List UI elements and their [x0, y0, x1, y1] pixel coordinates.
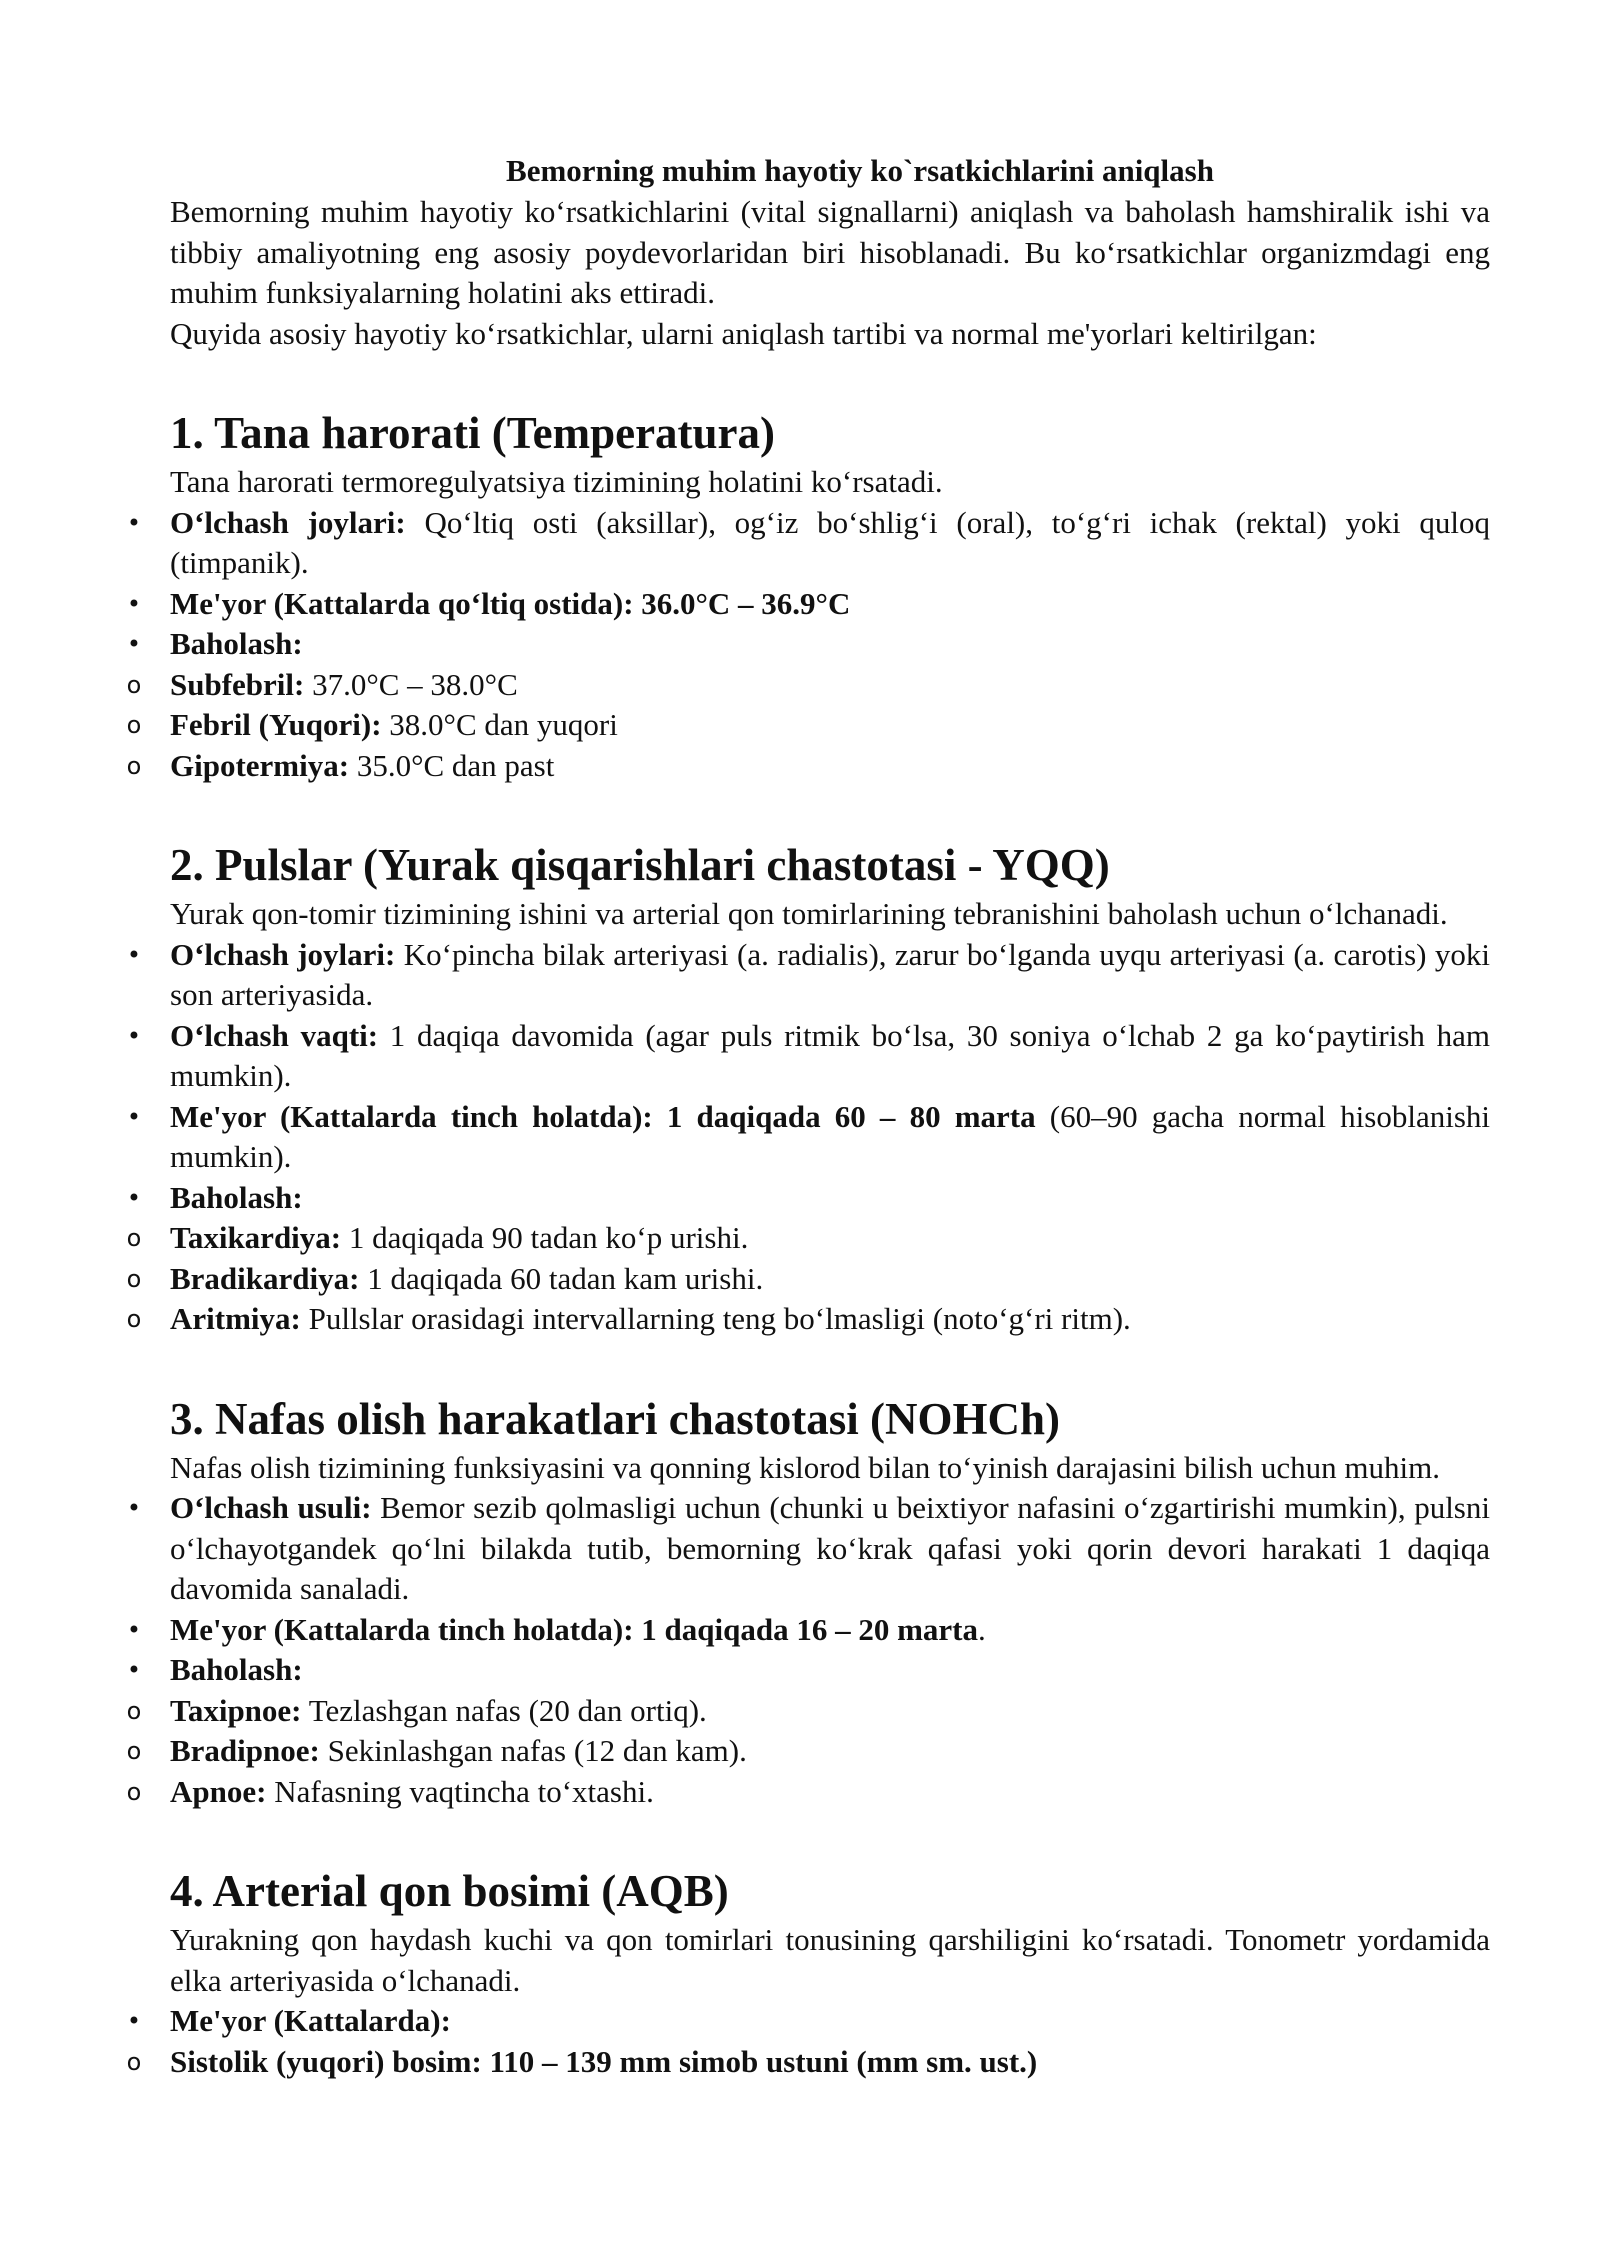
item-label: Taxikardiya:	[170, 1220, 342, 1255]
bullet-icon: •	[126, 1021, 142, 1050]
item-label: Gipotermiya:	[170, 747, 350, 783]
item-text: Bemor sezib qolmasligi uchun (chunki u beixtiyor nafasini o‘zgartirishi mumkin), pulsni o‘lchayotgandek qo‘lni bilakda tutib, bemorning ko‘krak qafasi yoki qorin devori harakati 1 daqiqa davomida sanaladi.	[170, 1490, 1490, 1606]
section-list	[126, 2001, 1490, 2082]
circle-bullet-icon: o	[126, 1305, 142, 1333]
intro-paragraph: Bemorning muhim hayotiy ko‘rsatkichlarini (vital signallarni) aniqlash va baholash hamshiralik ishi va tibbiy amaliyotning eng asosiy poydevorlaridan biri hisoblanadi. Bu ko‘rsatkichlar organizmdagi eng muhim funksiyalarning holatini aks ettiradi.	[170, 194, 1490, 310]
sub-list-item	[126, 1259, 1490, 1300]
item-text: Qo‘ltiq osti (aksillar), og‘iz bo‘shlig‘i (oral), to‘g‘ri ichak (rektal) yoki quloq (timpanik).	[170, 504, 1490, 580]
bullet-icon: •	[126, 1656, 142, 1684]
section-heading: 1. Tana harorati (Temperatura)	[170, 408, 776, 458]
item-text: Nafasning vaqtincha to‘xtashi.	[266, 1773, 654, 1809]
item-text: 35.0°C dan past	[349, 747, 555, 783]
bullet-icon: •	[126, 1615, 142, 1644]
item-label: Aritmiya:	[170, 1301, 301, 1336]
list-item	[126, 1097, 1491, 1178]
circle-bullet-icon: o	[126, 711, 142, 739]
circle-bullet-icon: o	[126, 751, 142, 780]
bullet-icon: •	[126, 1183, 142, 1212]
section-list	[126, 1488, 1490, 1812]
item-label: Me'yor (Kattalarda):	[170, 2003, 451, 2038]
item-label: Subfebril:	[170, 666, 305, 702]
item-label: Sistolik (yuqori) bosim: 110 – 139 mm simob ustuni (mm sm. ust.)	[170, 2043, 1038, 2079]
circle-bullet-icon: o	[126, 1224, 142, 1252]
item-label: Baholash:	[170, 1652, 303, 1687]
item-label: Bradikardiya:	[170, 1260, 360, 1296]
item-label: Me'yor (Kattalarda tinch holatda): 1 daqiqada 60 – 80 marta	[170, 1098, 1036, 1134]
circle-bullet-icon: o	[126, 1264, 142, 1293]
list-item	[126, 1178, 1490, 1219]
sub-list-item	[126, 1218, 1490, 1259]
bullet-icon: •	[126, 630, 142, 658]
sub-list-item	[126, 1691, 1490, 1732]
item-text: Tezlashgan nafas (20 dan ortiq).	[301, 1692, 707, 1728]
section-description: Yurakning qon haydash kuchi va qon tomirlari tonusining qarshiligini ko‘rsatadi. Tonometr yordamida elka arteriyasida o‘lchanadi.	[170, 1922, 1490, 1998]
list-item	[126, 1488, 1490, 1610]
item-label: Febril (Yuqori):	[170, 707, 382, 742]
sub-list-item	[126, 665, 1490, 706]
circle-bullet-icon: o	[126, 670, 142, 699]
section-description: Nafas olish tizimining funksiyasini va qonning kislorod bilan to‘yinish darajasini bilish uchun muhim.	[170, 1449, 1441, 1485]
bullet-icon: •	[126, 508, 142, 537]
sub-list-item	[126, 1772, 1490, 1813]
item-text: 38.0°C dan yuqori	[381, 707, 618, 742]
item-text: 1 daqiqada 60 tadan kam urishi.	[359, 1260, 764, 1296]
item-label: O‘lchash joylari:	[170, 936, 396, 972]
item-text: 1 daqiqada 90 tadan ko‘p urishi.	[341, 1220, 749, 1255]
bullet-icon: •	[126, 1102, 142, 1131]
item-text: (60–90 gacha normal hisoblanishi mumkin).	[170, 1098, 1491, 1174]
section-list	[126, 503, 1490, 787]
section-heading: 3. Nafas olish harakatlari chastotasi (NOHCh)	[170, 1393, 1061, 1444]
item-label: Baholash:	[170, 1179, 303, 1215]
section-list	[126, 935, 1491, 1340]
list-item	[126, 624, 1490, 665]
section-description: Tana harorati termoregulyatsiya tizimining holatini ko‘rsatadi.	[170, 464, 943, 499]
item-label: Baholash:	[170, 626, 303, 661]
bullet-icon: •	[126, 1494, 142, 1522]
intro-paragraph: Quyida asosiy hayotiy ko‘rsatkichlar, ularni aniqlash tartibi va normal me'yorlari keltirilgan:	[170, 315, 1317, 351]
list-item	[126, 503, 1490, 584]
sub-list-item	[126, 2042, 1490, 2083]
item-label: Me'yor (Kattalarda qo‘ltiq ostida): 36.0°C – 36.9°C	[170, 585, 851, 621]
circle-bullet-icon: o	[126, 1777, 142, 1806]
bullet-icon: •	[126, 2007, 142, 2035]
circle-bullet-icon: o	[126, 1737, 142, 1765]
item-text: Ko‘pincha bilak arteriyasi (a. radialis), zarur bo‘lganda uyqu arteriyasi (a. carotis) yoki son arteriyasida.	[170, 936, 1490, 1012]
sub-list-item	[126, 746, 1490, 787]
sub-list-item	[126, 1299, 1490, 1340]
section-description: Yurak qon-tomir tizimining ishini va arterial qon tomirlarining tebranishini baholash uchun o‘lchanadi.	[170, 896, 1448, 931]
list-item	[126, 2001, 1490, 2042]
sub-list-item	[126, 1731, 1490, 1772]
item-label: O‘lchash joylari:	[170, 504, 406, 540]
circle-bullet-icon: o	[126, 2047, 142, 2076]
item-text: Pullslar orasidagi intervallarning teng bo‘lmasligi (noto‘g‘ri ritm).	[300, 1301, 1131, 1336]
item-text: Sekinlashgan nafas (12 dan kam).	[319, 1733, 747, 1768]
circle-bullet-icon: o	[126, 1696, 142, 1725]
list-item	[126, 1016, 1490, 1097]
section-heading: 2. Pulslar (Yurak qisqarishlari chastotasi - YQQ)	[170, 840, 1110, 890]
item-text: .	[978, 1611, 986, 1647]
item-text: 1 daqiqa davomida (agar puls ritmik bo‘lsa, 30 soniya o‘lchab 2 ga ko‘paytirish ham mumkin).	[170, 1017, 1490, 1093]
document-title: Bemorning muhim hayotiy ko`rsatkichlarini aniqlash	[506, 153, 1214, 188]
list-item	[126, 584, 1490, 625]
item-label: O‘lchash usuli:	[170, 1490, 372, 1525]
list-item	[126, 935, 1490, 1016]
item-label: Apnoe:	[170, 1773, 267, 1809]
item-label: Me'yor (Kattalarda tinch holatda): 1 daqiqada 16 – 20 marta	[170, 1611, 978, 1647]
item-text: 37.0°C – 38.0°C	[304, 666, 518, 702]
bullet-icon: •	[126, 589, 142, 618]
item-label: O‘lchash vaqti:	[170, 1017, 379, 1053]
list-item	[126, 1610, 1490, 1651]
item-label: Taxipnoe:	[170, 1692, 302, 1728]
section-heading: 4. Arterial qon bosimi (AQB)	[170, 1866, 729, 1916]
list-item	[126, 1650, 1490, 1691]
sub-list-item	[126, 705, 1490, 746]
bullet-icon: •	[126, 940, 142, 969]
item-label: Bradipnoe:	[170, 1733, 320, 1768]
